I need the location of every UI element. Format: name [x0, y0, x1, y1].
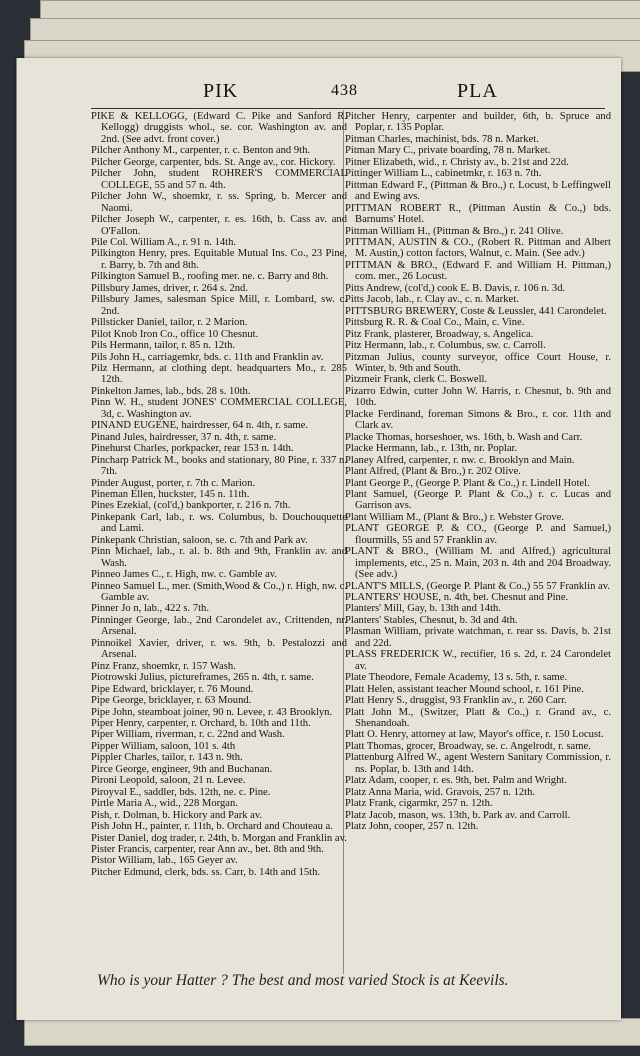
directory-entry: Pipper William, saloon, 101 s. 4th	[91, 740, 236, 752]
directory-entry: Pinkepank Christian, saloon, se. c. 7th and Park av.	[91, 534, 308, 546]
directory-entry: Pister Daniel, dog trader, r. 24th, b. Morgan and Franklin av.	[91, 832, 347, 844]
right-column	[345, 111, 611, 833]
directory-entry: Pitcher Henry, carpenter and builder, 6th, b. Spruce and Poplar, r. 135 Poplar.	[345, 111, 611, 134]
directory-entry: Pinn W. H., student JONES' COMMERCIAL COLLEGE, 3d, c. Washington av.	[91, 397, 347, 420]
directory-entry: Pillsticker Daniel, tailor, r. 2 Marion.	[91, 317, 248, 329]
page-number: 438	[331, 82, 358, 99]
directory-entry: PIKE & KELLOGG, (Edward C. Pike and Sanford R. Kellogg) druggists whol., se. cor. Washington av. and 2nd. (See advt. front cover.)	[91, 111, 347, 145]
directory-entry: PLANTERS' HOUSE, n. 4th, bet. Chesnut and Pine.	[345, 592, 569, 604]
directory-entry: Pitner Elizabeth, wid., r. Christy av., b. 21st and 22d.	[345, 156, 569, 168]
directory-entry: Pines Ezekial, (col'd,) bankporter, r. 216 n. 7th.	[91, 500, 291, 512]
directory-entry: PLASS FREDERICK W., rectifier, 16 s. 2d, r. 24 Carondelet av.	[345, 649, 611, 672]
directory-entry: Pinninger George, lab., 2nd Carondelet av., Crittenden, nr. Arsenal.	[91, 614, 347, 638]
directory-entry: PITTSBURG BREWERY, Coste & Leussler, 441 Carondelet.	[345, 305, 607, 317]
directory-entry: Piper Henry, carpenter, r. Orchard, b. 10th and 11th.	[91, 718, 311, 730]
directory-entry: Pitcher Edmund, clerk, bds. ss. Carr, b. 14th and 15th.	[91, 866, 321, 878]
directory-entry: Pillsbury James, salesman Spice Mill, r. Lombard, sw. c. 2nd.	[91, 294, 347, 317]
directory-entry: Pilz Hermann, at clothing dept. headquarters Mo., r. 285 12th.	[91, 362, 347, 386]
directory-entry: Pitz Hermann, lab., r. Columbus, sw. c. Carroll.	[345, 340, 546, 352]
directory-entry: Pittman William H., (Pittman & Bro.,) r. 241 Olive.	[345, 225, 564, 237]
directory-entry: Pinnoikel Xavier, driver, r. ws. 9th, b. Pestalozzi and Arsenal.	[91, 637, 347, 661]
directory-entry: Pinkelton James, lab., bds. 28 s. 10th.	[91, 385, 251, 397]
directory-entry: Platt O. Henry, attorney at law, Mayor's office, r. 150 Locust.	[345, 729, 604, 741]
directory-entry: Pish John H., painter, r. 11th, b. Orchard and Chouteau a.	[91, 821, 333, 833]
directory-entry: Piroyval E., saddler, bds. 12th, ne. c. Pine.	[91, 786, 271, 798]
directory-entry: Plasman William, private watchman, r. rear ss. Davis, b. 21st and 22d.	[345, 626, 611, 649]
directory-entry: Platt John M., (Switzer, Platt & Co.,) r. Grand av., c. Shenandoah.	[345, 706, 611, 730]
directory-entry: Pile Col. William A., r. 91 n. 14th.	[91, 236, 237, 248]
directory-entry: PLANT'S MILLS, (George P. Plant & Co.,) 55 57 Franklin av.	[345, 580, 610, 592]
directory-entry: Pillsbury James, driver, r. 264 s. 2nd.	[91, 282, 249, 294]
directory-entry: Plant Samuel, (George P. Plant & Co.,) r. c. Lucas and Garrison avs.	[345, 488, 611, 512]
directory-entry: PLANT & BRO., (William M. and Alfred,) agricultural implements, etc., 25 n. Main, 203 n. 4th and 204 Broadway. (See adv.)	[345, 546, 611, 581]
directory-entry: Pitzman Julius, county surveyor, office Court House, r. Winter, b. 9th and South.	[345, 351, 611, 374]
directory-entry: Piotrowski Julius, pictureframes, 265 n. 4th, r. same.	[91, 672, 314, 684]
directory-entry: PINAND EUGENE, hairdresser, 64 n. 4th, r. same.	[91, 420, 309, 432]
directory-entry: Pilot Knob Iron Co., office 10 Chesnut.	[91, 328, 259, 340]
directory-entry: Pizarro Edwin, cutter John W. Harris, r. Chesnut, b. 9th and 10th.	[345, 385, 611, 409]
directory-entry: Placke Thomas, horseshoer, ws. 16th, b. Wash and Carr.	[345, 431, 583, 443]
directory-entry: Pistor William, lab., 165 Geyer av.	[91, 855, 238, 867]
directory-entry: Pinneo Samuel L., mer. (Smith,Wood & Co.,) r. High, nw. c. Gamble av.	[91, 580, 347, 604]
directory-entry: Platt Thomas, grocer, Broadway, se. c. Angelrodt, r. same.	[345, 740, 591, 752]
directory-entry: Placke Ferdinand, foreman Simons & Bro., r. cor. 11th and Clark av.	[345, 408, 611, 432]
directory-entry: Pinder August, porter, r. 7th c. Marion.	[91, 477, 256, 489]
directory-entry: Pilcher Anthony M., carpenter, r. c. Benton and 9th.	[91, 145, 311, 157]
header-right: PLA	[457, 80, 498, 102]
directory-entry: Pister Francis, carpenter, rear Ann av., bet. 8th and 9th.	[91, 844, 324, 855]
directory-entry: Pipe Edward, bricklayer, r. 76 Mound.	[91, 683, 254, 695]
directory-entry: Platt Helen, assistant teacher Mound school, r. 161 Pine.	[345, 683, 584, 695]
directory-entry: Plattenburg Alfred W., agent Western Sanitary Commission, r. ns. Poplar, b. 13th and 14th.	[345, 752, 611, 775]
directory-entry: Pinn Michael, lab., r. al. b. 8th and 9th, Franklin av. and Wash.	[91, 546, 347, 569]
directory-entry: Pincharp Patrick M., books and stationary, 80 Pine, r. 337 n. 7th.	[91, 454, 347, 478]
directory-entry: PLANT GEORGE P. & CO., (George P. and Samuel,) flourmills, 55 and 57 Franklin av.	[345, 523, 611, 546]
directory-entry: Platz Anna Maria, wid. Gravois, 257 n. 12th.	[345, 786, 536, 798]
directory-entry: Pippler Charles, tailor, r. 143 n. 9th.	[91, 752, 243, 764]
directory-entry: Pinz Franz, shoemkr, r. 157 Wash.	[91, 660, 236, 672]
directory-entry: Pitts Andrew, (col'd,) cook E. B. Davis, r. 106 n. 3d.	[345, 282, 566, 294]
directory-entry: Pinner Jo n, lab., 422 s. 7th.	[91, 603, 210, 615]
directory-entry: Pirtle Maria A., wid., 228 Morgan.	[91, 798, 238, 810]
directory-entry: Pilcher George, carpenter, bds. St. Ange av., cor. Hickory.	[91, 156, 336, 168]
directory-entry: Pilcher John W., shoemkr, r. ss. Spring, b. Mercer and Naomi.	[91, 191, 347, 214]
directory-entry: Pirce George, engineer, 9th and Buchanan.	[91, 763, 273, 775]
directory-entry: PITTMAN, AUSTIN & CO., (Robert R. Pittman and Albert M. Austin,) cotton factors, Walnut, c. Main. (See adv.)	[345, 236, 611, 260]
directory-entry: Pineman Ellen, huckster, 145 n. 11th.	[91, 488, 250, 500]
directory-entry: Planters' Mill, Gay, b. 13th and 14th.	[345, 603, 501, 615]
directory-entry: Pipe George, bricklayer, r. 63 Mound.	[91, 695, 252, 707]
directory-entry: Plant William M., (Plant & Bro.,) r. Webster Grove.	[345, 511, 565, 523]
directory-entry: Pils John H., carriagemkr, bds. c. 11th and Franklin av.	[91, 351, 324, 363]
directory-entry: Pipe John, steamboat joiner, 90 n. Levee, r. 43 Brooklyn.	[91, 706, 333, 718]
directory-entry: PITTMAN ROBERT R., (Pittman Austin & Co.,) bds. Barnums' Hotel.	[345, 202, 611, 226]
directory-entry: Platt Henry S., druggist, 93 Franklin av., r. 260 Carr.	[345, 695, 567, 707]
directory-entry: Pironi Leopold, saloon, 21 n. Levee.	[91, 775, 246, 787]
directory-entry: Planters' Stables, Chesnut, b. 3d and 4th.	[345, 614, 518, 626]
header-rule	[91, 108, 605, 109]
directory-entry: Platz Frank, cigarmkr, 257 n. 12th.	[345, 798, 493, 810]
directory-entry: Pilcher Joseph W., carpenter, r. es. 16th, b. Cass av. and O'Fallon.	[91, 214, 347, 237]
directory-entry: Pils Hermann, tailor, r. 85 n. 12th.	[91, 340, 236, 352]
directory-entry: Pinkepank Carl, lab., r. ws. Columbus, b. Douchouquette and Lami.	[91, 511, 347, 535]
directory-entry: Pilcher John, student ROHRER'S COMMERCIAL COLLEGE, 55 and 57 n. 4th.	[91, 168, 347, 191]
directory-entry: Platz Adam, cooper, r. es. 9th, bet. Palm and Wright.	[345, 775, 567, 787]
directory-entry: Pinneo James C., r. High, nw. c. Gamble av.	[91, 569, 278, 581]
directory-entry: Plant Alfred, (Plant & Bro.,) r. 202 Olive.	[345, 466, 521, 478]
directory-entry: Pittman Edward F., (Pittman & Bro.,) r. Locust, b Leffingwell and Ewing avs.	[345, 179, 611, 203]
directory-entry: Pitts Jacob, lab., r. Clay av., c. n. Market.	[345, 294, 519, 306]
header-left: PIK	[203, 80, 239, 102]
directory-entry: Platz John, cooper, 257 n. 12th.	[345, 821, 479, 833]
left-column	[91, 111, 347, 878]
directory-entry: Pittinger William L., cabinetmkr, r. 163 n. 7th.	[345, 168, 542, 180]
directory-entry: PITTMAN & BRO., (Edward F. and William H. Pittman,) com. mer., 26 Locust.	[345, 259, 611, 283]
directory-entry: Platz Jacob, mason, ws. 13th, b. Park av. and Carroll.	[345, 809, 571, 821]
directory-entry: Piper William, riverman, r. c. 22nd and Wash.	[91, 729, 285, 741]
page-header	[17, 80, 621, 106]
footer-advertisement: Who is your Hatter ? The best and most varied Stock is at Keevils.	[97, 972, 509, 989]
directory-entry: Planey Alfred, carpenter, r. nw. c. Brooklyn and Main.	[345, 454, 575, 466]
directory-entry: Pinand Jules, hairdresser, 37 n. 4th, r. same.	[91, 431, 277, 443]
page-edge-bottom	[24, 1018, 640, 1046]
directory-entry: Pitzmeir Frank, clerk C. Boswell.	[345, 374, 488, 386]
directory-entry: Pilkington Henry, pres. Equitable Mutual Ins. Co., 23 Pine, r. Barry, b. 7th and 8th.	[91, 248, 347, 271]
directory-entry: Pitz Frank, plasterer, Broadway, s. Angelica.	[345, 328, 534, 340]
directory-entry: Pish, r. Dolman, b. Hickory and Park av.	[91, 809, 263, 821]
directory-entry: Placke Hermann, lab., r. 13th, nr. Poplar.	[345, 443, 518, 455]
directory-entry: Plant George P., (George P. Plant & Co.,) r. Lindell Hotel.	[345, 477, 590, 489]
directory-entry: Pitman Charles, machinist, bds. 78 n. Market.	[345, 133, 539, 145]
directory-entry: Pittsburg R. R. & Coal Co., Main, c. Vine.	[345, 317, 525, 329]
directory-entry: Pitman Mary C., private boarding, 78 n. Market.	[345, 145, 551, 157]
directory-entry: Plate Theodore, Female Academy, 13 s. 5th, r. same.	[345, 672, 568, 684]
directory-page	[16, 58, 621, 1020]
directory-entry: Pilkington Samuel B., roofing mer. ne. c. Barry and 8th.	[91, 271, 329, 283]
directory-entry: Pinehurst Charles, porkpacker, rear 153 n. 14th.	[91, 443, 294, 455]
